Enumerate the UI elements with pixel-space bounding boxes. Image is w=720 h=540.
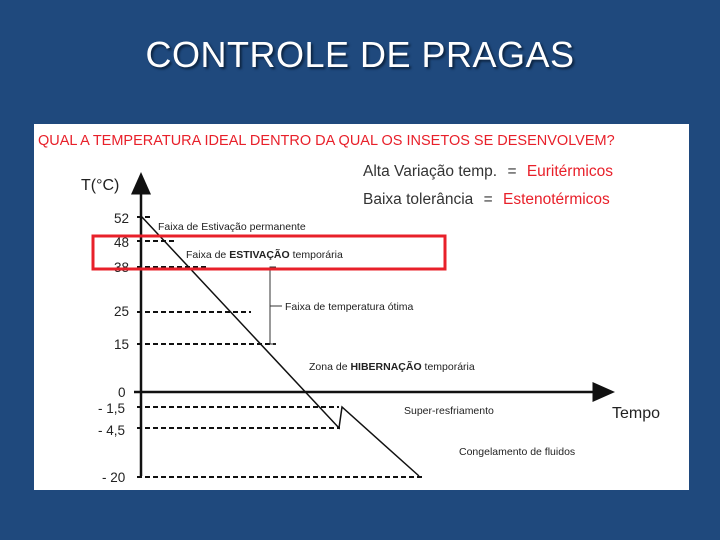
chart-question: QUAL A TEMPERATURA IDEAL DENTRO DA QUAL OS INSETOS SE DESENVOLVEM?	[38, 133, 615, 149]
y-tick-48: 48	[114, 235, 130, 250]
annotation-part: temporária	[289, 249, 343, 261]
y-tick-minus-4-5: - 4,5	[98, 423, 126, 438]
legend-estenotermicos	[363, 191, 610, 208]
annotation-bold: HIBERNAÇÃO	[350, 361, 422, 373]
temperature-chart	[34, 124, 689, 490]
annotation-super-resfriamento: Super-resfriamento	[404, 405, 494, 417]
annotation-estivacao-temporaria	[186, 248, 343, 261]
y-tick-minus-1-5: - 1,5	[98, 401, 126, 416]
y-tick-25: 25	[114, 304, 130, 319]
y-axis-label: T(°C)	[81, 177, 120, 194]
annotation-congelamento: Congelamento de fluidos	[459, 446, 576, 458]
annotation-bold: ESTIVAÇÃO	[229, 249, 290, 261]
legend-term: Euritérmicos	[526, 163, 613, 180]
chart-panel	[34, 124, 689, 490]
legend-term: Estenotérmicos	[502, 191, 610, 208]
legend-euritermicos	[363, 163, 613, 180]
y-tick-0: 0	[118, 385, 126, 400]
y-tick-38: 38	[114, 260, 130, 275]
legend-label: Baixa tolerância	[363, 191, 474, 208]
x-axis-label: Tempo	[612, 405, 661, 422]
annotation-temperatura-otima: Faixa de temperatura ótima	[285, 301, 414, 313]
legend-eq: =	[507, 163, 517, 180]
annotation-part: temporária	[421, 361, 475, 373]
annotation-estivacao-permanente: Faixa de Estivação permanente	[158, 221, 306, 233]
legend-eq: =	[483, 191, 493, 208]
y-tick-minus-20: - 20	[102, 470, 126, 485]
annotation-hibernacao	[309, 360, 475, 373]
slide-title: CONTROLE DE PRAGAS	[145, 34, 575, 75]
y-tick-52: 52	[114, 211, 130, 226]
annotation-part: Zona de	[309, 361, 351, 373]
legend-label: Alta Variação temp.	[363, 163, 498, 180]
y-tick-15: 15	[114, 337, 130, 352]
annotation-part: Faixa de	[186, 249, 230, 261]
